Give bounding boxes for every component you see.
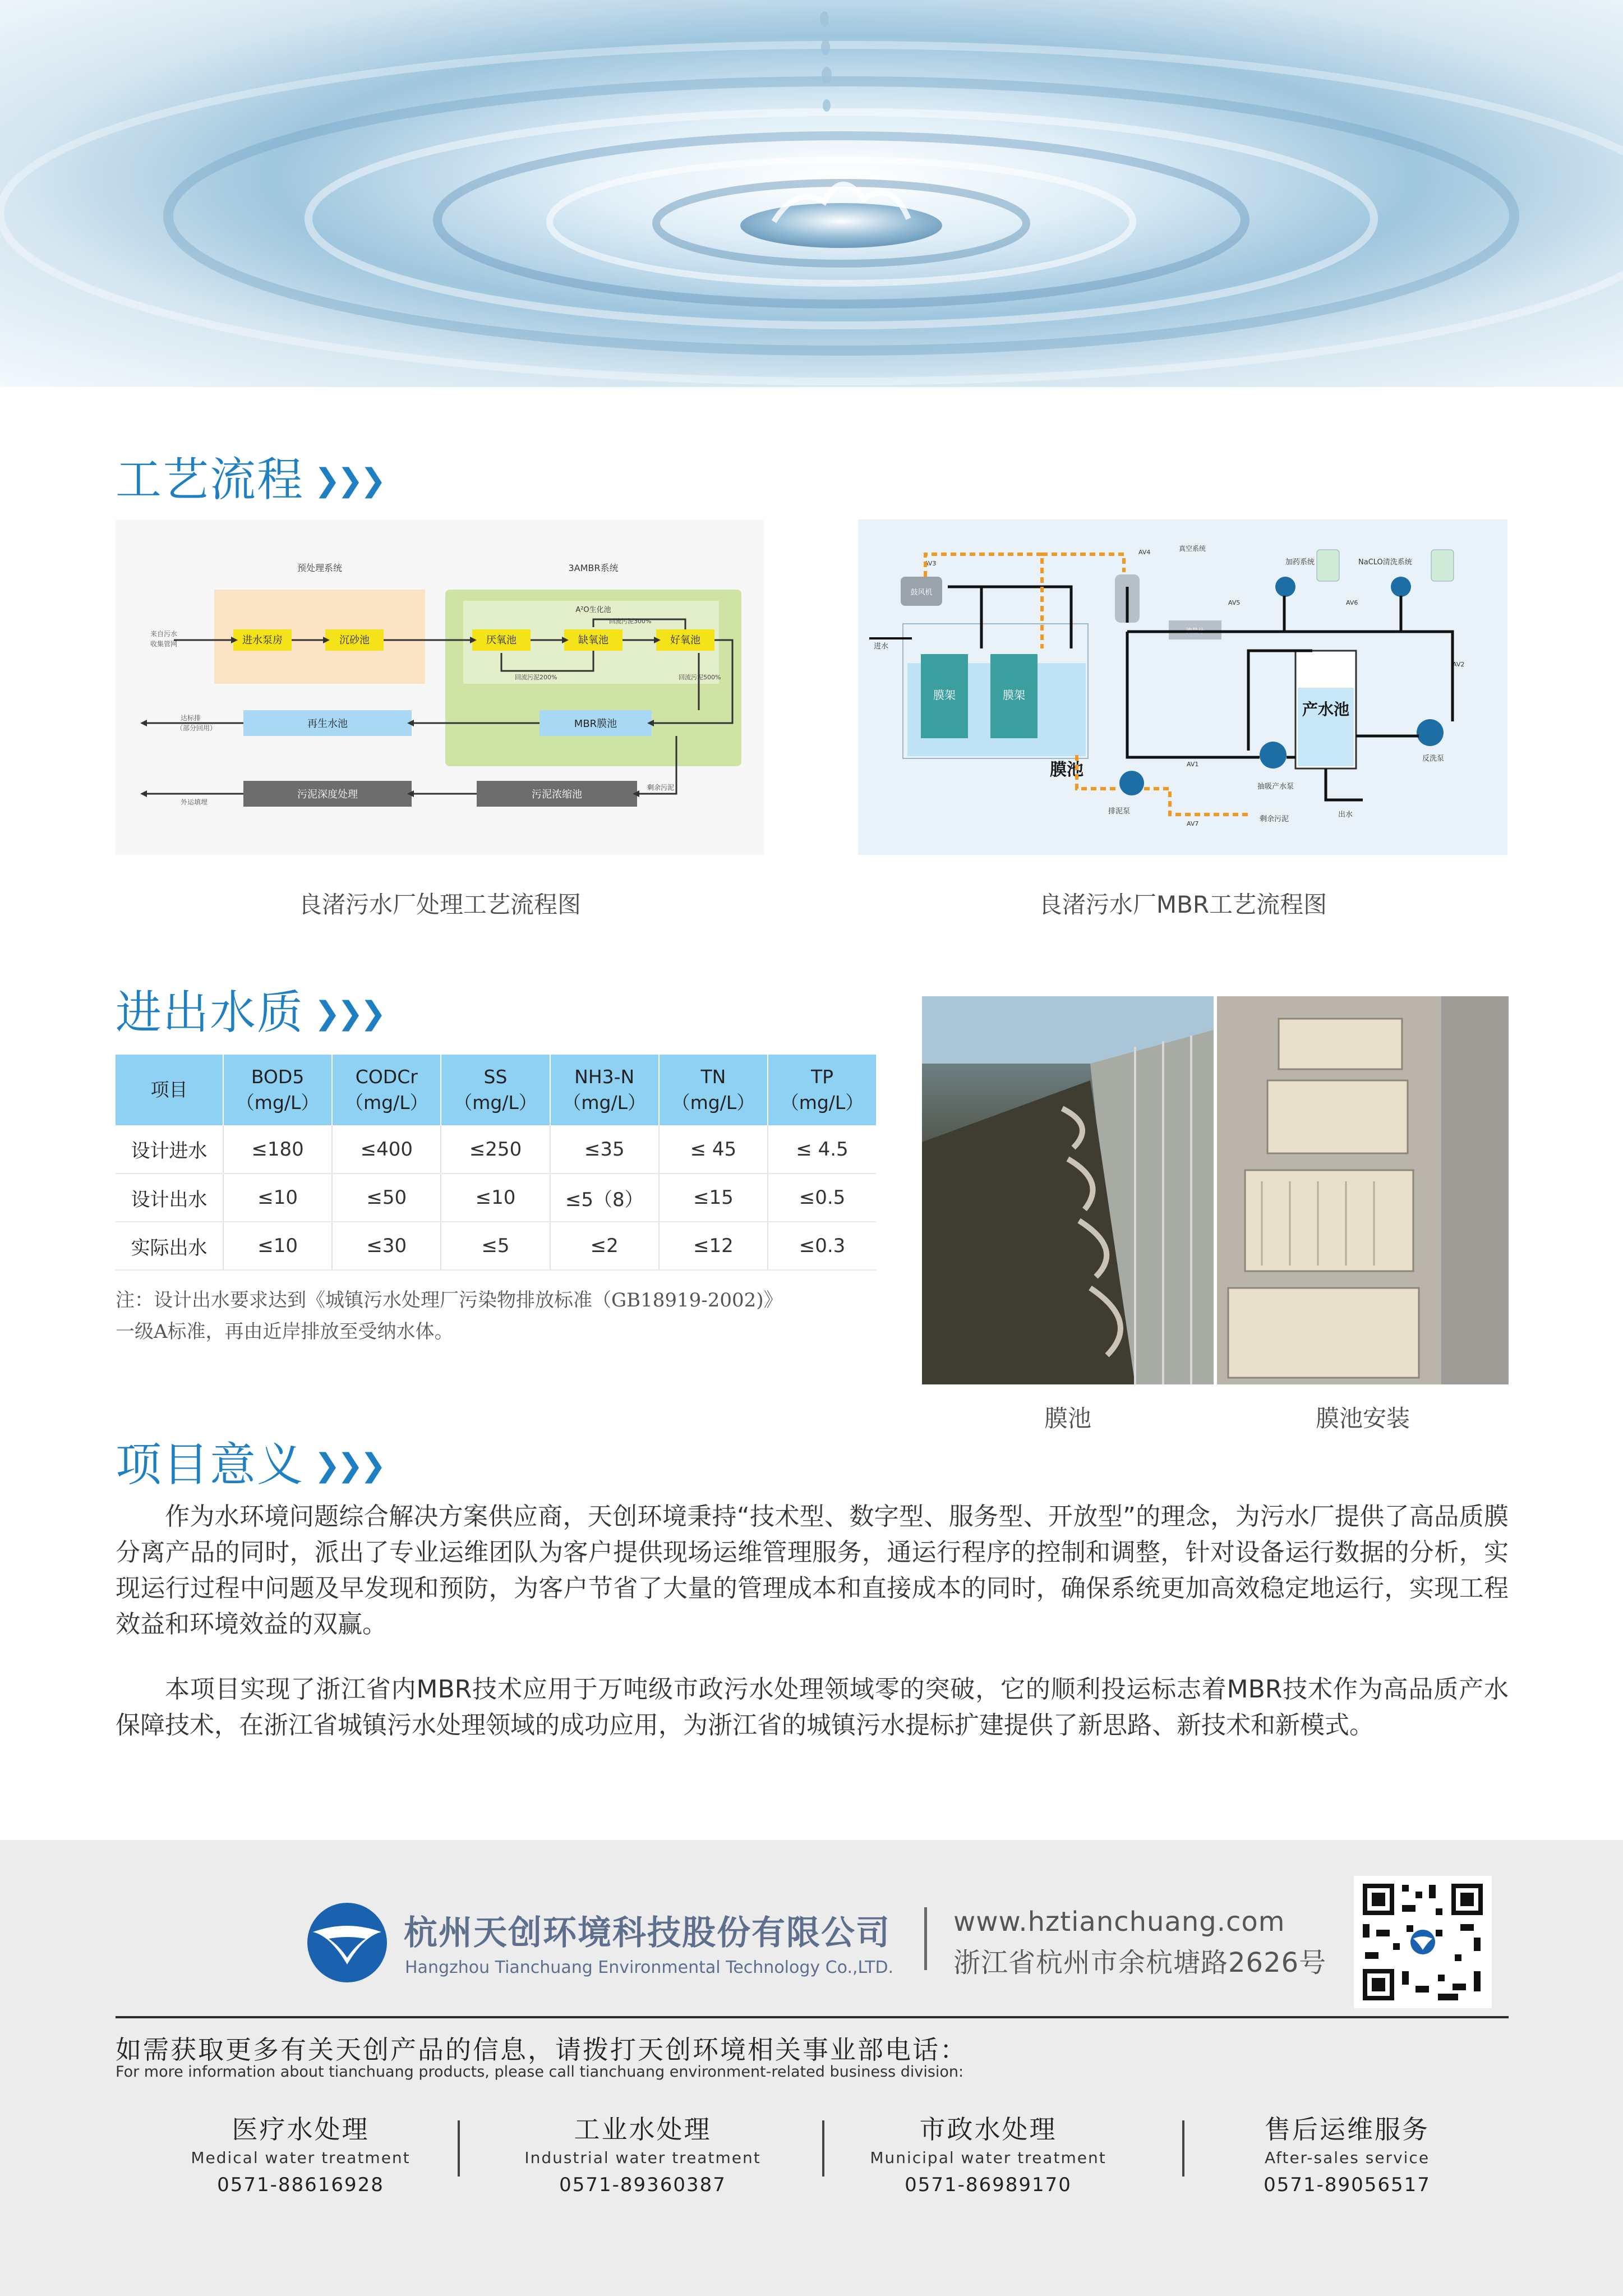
mbr-label-av7: AV7 (1187, 820, 1199, 827)
mbr-label-inflow: 进水 (874, 642, 889, 651)
table-header-ss: SS （mg/L） (441, 1055, 550, 1125)
table-cell: ≤2 (550, 1222, 659, 1270)
table-cell: ≤35 (550, 1125, 659, 1174)
footer-separator-line (116, 2016, 1509, 2018)
mbr-label-product-tank: 产水池 (1302, 700, 1350, 719)
mbr-label-suction: 抽吸产水泵 (1257, 783, 1294, 791)
product-tank-water (1298, 688, 1354, 766)
mbr-label-av1: AV1 (1187, 761, 1199, 768)
water-ripple-graphic (0, 0, 1623, 387)
flow-chart-caption: 良渚污水厂处理工艺流程图 (298, 891, 581, 918)
flow1-label-anaerobic: 厌氧池 (486, 634, 517, 646)
table-row (116, 1222, 876, 1270)
mbr-label-flowmeter: 流量计 (1186, 627, 1205, 634)
contact-divider (822, 2120, 824, 2177)
paragraph-1: 作为水环境问题综合解决方案供应商，天创环境秉持“技术型、数字型、服务型、开放型”的理念，为污水厂提供了高品质膜分离产品的同时，派出了专业运维团队为客户提供现场运维管理服务，通运行程序的控制和调整，针对设备运行数据的分析，实现运行过程中问题及早发现和预防，为客户节省了大量的管理成本和直接成本的同时，确保系统更加高效稳定地运行，实现工程效益和环境效益的双赢。 (116, 1502, 1509, 1639)
flow1-label-mbr: MBR膜池 (574, 718, 617, 730)
table-cell: ≤30 (332, 1222, 441, 1270)
mbr-label-excess: 剩余污泥 (1260, 815, 1289, 823)
mbr-label-backwash: 反洗泵 (1422, 754, 1445, 763)
contact-after-sales (1190, 2109, 1504, 2196)
contact-medical (144, 2109, 458, 2196)
mbr-label-vacuum: 真空系统 (1179, 545, 1206, 553)
table-cell: 设计进水 (116, 1125, 223, 1174)
mbr-label-membrane-tank: 膜池 (1050, 760, 1083, 780)
table-row (116, 1174, 876, 1222)
flow1-label-sludge-deep: 污泥深度处理 (297, 789, 358, 800)
table-header-tp: TP （mg/L） (768, 1055, 876, 1125)
table-cell: ≤10 (223, 1222, 332, 1270)
flow1-label-sludge-thick: 污泥浓缩池 (532, 789, 582, 800)
flow1-label-reuse: 再生水池 (307, 718, 348, 730)
table-cell: ≤180 (223, 1125, 332, 1174)
flow1-label-grit: 沉砂池 (339, 634, 370, 646)
table-cell: ≤0.5 (768, 1174, 876, 1222)
contact-after-sales-phone[interactable]: 0571-89056517 (1264, 2174, 1431, 2196)
table-cell: 设计出水 (116, 1174, 223, 1222)
table-note-line-2: 一级A标准，再由近岸排放至受纳水体。 (116, 1320, 454, 1343)
contact-municipal-phone[interactable]: 0571-86989170 (905, 2174, 1072, 2196)
flow1-label-pump: 进水泵房 (242, 634, 283, 646)
triple-chevron-icon: ❯❯❯ (314, 1447, 383, 1484)
company-logo-icon (307, 1903, 387, 1982)
table-cell: ≤ 45 (659, 1125, 768, 1174)
company-website[interactable]: www.hztianchuang.com (953, 1906, 1285, 1938)
dosing-tank (1317, 550, 1339, 581)
flow1-label-excess: 剩余污泥 (647, 784, 675, 792)
contact-medical-en: Medical water treatment (191, 2148, 411, 2167)
table-header-nh3n: NH3-N （mg/L） (550, 1055, 659, 1125)
section-title-significance-text: 项目意义 (116, 1438, 305, 1492)
table-cell: ≤12 (659, 1222, 768, 1270)
contact-municipal (831, 2109, 1145, 2196)
flow1-label-inflow2: 收集管网 (150, 640, 178, 648)
contact-medical-phone[interactable]: 0571-88616928 (217, 2174, 384, 2196)
photo-caption-membrane-tank: 膜池 (1044, 1405, 1091, 1432)
flow1-label-reflux300: 回流污泥300% (609, 618, 652, 625)
flow1-label-reflux200: 回流污泥200% (515, 674, 557, 681)
mbr-flow-chart (858, 519, 1507, 855)
naclo-tank (1431, 550, 1454, 581)
table-cell: ≤400 (332, 1125, 441, 1174)
flow1-label-ao: A²O生化池 (575, 606, 611, 614)
contact-industrial-phone[interactable]: 0571-89360387 (559, 2174, 726, 2196)
contact-industrial (486, 2109, 800, 2196)
section-title-significance (116, 1428, 383, 1494)
mbr-label-membrane-1: 膜架 (933, 688, 956, 702)
mbr-label-av3: AV3 (924, 560, 937, 567)
mbr-label-outflow: 出水 (1338, 811, 1353, 819)
triple-chevron-icon: ❯❯❯ (314, 995, 383, 1032)
contact-info-cn: 如需获取更多有关天创产品的信息，请拨打天创环境相关事业部电话： (116, 2035, 967, 2065)
section-title-process-text: 工艺流程 (116, 453, 305, 507)
contact-medical-cn: 医疗水处理 (232, 2114, 370, 2145)
flow1-label-inflow1: 来自污水 (150, 630, 178, 638)
process-flow-chart (116, 519, 764, 855)
mbr-chart-caption: 良渚污水厂MBR工艺流程图 (1038, 891, 1327, 918)
contact-after-sales-cn: 售后运维服务 (1265, 2114, 1430, 2145)
table-cell: ≤10 (223, 1174, 332, 1222)
contact-municipal-en: Municipal water treatment (870, 2148, 1106, 2167)
flow1-label-pre: 预处理系统 (297, 563, 343, 573)
footer-divider (924, 1907, 927, 1970)
photo-caption-membrane-installation: 膜池安装 (1315, 1405, 1410, 1432)
table-cell: ≤ 4.5 (768, 1125, 876, 1174)
table-cell: ≤5 (441, 1222, 550, 1270)
mbr-label-av5: AV5 (1228, 599, 1241, 606)
section-title-water-quality (116, 976, 383, 1042)
flow1-label-reflux500: 回流污泥500% (679, 674, 721, 681)
contact-industrial-cn: 工业水处理 (574, 2114, 712, 2145)
photo-membrane-tank (922, 996, 1214, 1384)
mbr-label-dosing: 加药系统 (1285, 558, 1315, 567)
mbr-label-av4: AV4 (1138, 549, 1151, 556)
table-header-bod5: BOD5 （mg/L） (223, 1055, 332, 1125)
photo-membrane-installation (1217, 996, 1509, 1384)
water-quality-table (116, 1055, 876, 1271)
company-name-cn: 杭州天创环境科技股份有限公司 (404, 1913, 891, 1953)
section-title-process (116, 443, 383, 509)
contact-divider (1182, 2120, 1184, 2177)
contact-industrial-en: Industrial water treatment (524, 2148, 761, 2167)
contact-after-sales-en: After-sales service (1264, 2148, 1430, 2167)
table-note (116, 1285, 901, 1347)
flow1-label-aerobic: 好氧池 (670, 634, 700, 646)
contact-divider (458, 2120, 460, 2177)
table-cell: ≤10 (441, 1174, 550, 1222)
paragraph-2: 本项目实现了浙江省内MBR技术应用于万吨级市政污水处理领域零的突破，它的顺利投运标志着MBR技术作为高品质产水保障技术，在浙江省城镇污水处理领域的成功应用，为浙江省的城镇污水提标扩建提供了新思路、新技术和新模式。 (116, 1675, 1509, 1740)
hero-water-image (0, 0, 1623, 387)
mbr-label-av2: AV2 (1453, 661, 1465, 668)
table-cell: ≤50 (332, 1174, 441, 1222)
flow1-label-outflow1: 达标排 (181, 714, 201, 722)
qr-code (1354, 1876, 1492, 2008)
flow1-label-outflow2: （部分回用） (176, 724, 217, 732)
table-row (116, 1125, 876, 1174)
table-header-tn: TN （mg/L） (659, 1055, 768, 1125)
flow1-label-ambr: 3AMBR系统 (568, 563, 619, 573)
pump-icons (1119, 577, 1444, 795)
mbr-label-membrane-2: 膜架 (1003, 688, 1025, 702)
mbr-label-naclo: NaCLO清洗系统 (1358, 558, 1412, 567)
mbr-label-blower: 鼓风机 (910, 588, 933, 597)
table-cell: ≤0.3 (768, 1222, 876, 1270)
mbr-label-discharge: 排泥泵 (1108, 807, 1131, 816)
company-address: 浙江省杭州市余杭塘路2626号 (953, 1947, 1327, 1978)
table-header-codcr: CODCr （mg/L） (332, 1055, 441, 1125)
table-cell: ≤15 (659, 1174, 768, 1222)
contact-municipal-cn: 市政水处理 (919, 2114, 1057, 2145)
table-cell: 实际出水 (116, 1222, 223, 1270)
mbr-label-av6: AV6 (1346, 599, 1358, 606)
table-header-item: 项目 (116, 1055, 223, 1125)
company-name-en: Hangzhou Tianchuang Environmental Technology Co.,LTD. (405, 1958, 894, 1977)
section-title-water-quality-text: 进出水质 (116, 986, 305, 1039)
table-note-line-1: 注：设计出水要求达到《城镇污水处理厂污染物排放标准（GB18919-2002)》 (116, 1289, 783, 1312)
contact-info-en: For more information about tianchuang products, please call tianchuang environment-related business division: (116, 2063, 964, 2081)
table-cell: ≤250 (441, 1125, 550, 1174)
flow1-label-outsludge: 外运填埋 (181, 798, 208, 806)
flow1-label-anoxic: 缺氧池 (578, 634, 608, 646)
table-cell: ≤5（8） (550, 1174, 659, 1222)
triple-chevron-icon: ❯❯❯ (314, 462, 383, 499)
table-header-row (116, 1055, 876, 1125)
